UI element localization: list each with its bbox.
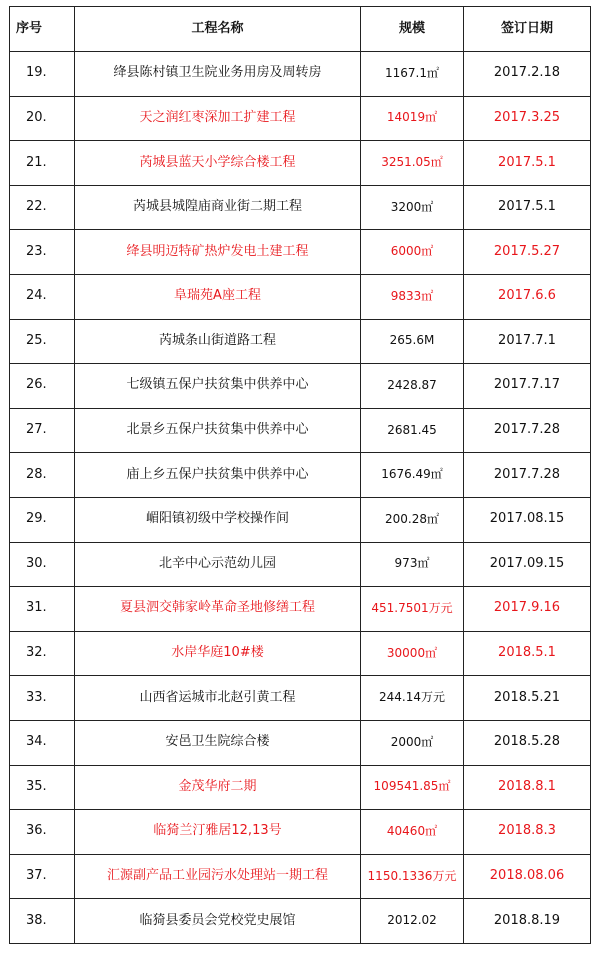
projects-table bbox=[9, 6, 591, 944]
table-row bbox=[10, 230, 591, 275]
row-number: 22. bbox=[10, 185, 75, 230]
row-sign-date: 2017.7.1 bbox=[464, 319, 591, 364]
row-scale: 2000㎡ bbox=[361, 720, 464, 765]
table-row bbox=[10, 899, 591, 944]
row-sign-date: 2017.5.27 bbox=[464, 230, 591, 275]
table-row bbox=[10, 364, 591, 409]
row-project-name: 绛县明迈特矿热炉发电土建工程 bbox=[75, 230, 361, 275]
row-sign-date: 2017.9.16 bbox=[464, 587, 591, 632]
table-body bbox=[10, 52, 591, 944]
row-sign-date: 2018.8.19 bbox=[464, 899, 591, 944]
row-scale: 1676.49㎡ bbox=[361, 453, 464, 498]
row-scale: 9833㎡ bbox=[361, 274, 464, 319]
row-number: 32. bbox=[10, 631, 75, 676]
row-sign-date: 2017.5.1 bbox=[464, 141, 591, 186]
row-project-name: 绛县陈村镇卫生院业务用房及周转房 bbox=[75, 52, 361, 97]
table-row bbox=[10, 274, 591, 319]
row-scale: 2681.45 bbox=[361, 408, 464, 453]
row-scale: 3200㎡ bbox=[361, 185, 464, 230]
table-row bbox=[10, 141, 591, 186]
row-scale: 14019㎡ bbox=[361, 96, 464, 141]
row-project-name: 水岸华庭10#楼 bbox=[75, 631, 361, 676]
row-number: 27. bbox=[10, 408, 75, 453]
row-project-name: 芮城县蓝天小学综合楼工程 bbox=[75, 141, 361, 186]
table-row bbox=[10, 854, 591, 899]
row-sign-date: 2018.5.21 bbox=[464, 676, 591, 721]
row-number: 37. bbox=[10, 854, 75, 899]
row-scale: 6000㎡ bbox=[361, 230, 464, 275]
row-number: 29. bbox=[10, 497, 75, 542]
row-number: 20. bbox=[10, 96, 75, 141]
row-number: 19. bbox=[10, 52, 75, 97]
row-sign-date: 2017.7.28 bbox=[464, 453, 591, 498]
row-number: 25. bbox=[10, 319, 75, 364]
row-number: 21. bbox=[10, 141, 75, 186]
row-scale: 244.14万元 bbox=[361, 676, 464, 721]
table-row bbox=[10, 765, 591, 810]
row-project-name: 夏县泗交韩家岭革命圣地修缮工程 bbox=[75, 587, 361, 632]
row-scale: 2012.02 bbox=[361, 899, 464, 944]
row-project-name: 北辛中心示范幼儿园 bbox=[75, 542, 361, 587]
row-scale: 3251.05㎡ bbox=[361, 141, 464, 186]
table-row bbox=[10, 587, 591, 632]
row-project-name: 金茂华府二期 bbox=[75, 765, 361, 810]
row-project-name: 山西省运城市北赵引黄工程 bbox=[75, 676, 361, 721]
row-sign-date: 2017.7.17 bbox=[464, 364, 591, 409]
row-number: 24. bbox=[10, 274, 75, 319]
row-number: 26. bbox=[10, 364, 75, 409]
table-row bbox=[10, 185, 591, 230]
row-scale: 200.28㎡ bbox=[361, 497, 464, 542]
row-sign-date: 2018.5.28 bbox=[464, 720, 591, 765]
table-row bbox=[10, 720, 591, 765]
header-scale: 规模 bbox=[361, 7, 464, 52]
row-project-name: 芮城县城隍庙商业街二期工程 bbox=[75, 185, 361, 230]
row-number: 31. bbox=[10, 587, 75, 632]
row-project-name: 庙上乡五保户扶贫集中供养中心 bbox=[75, 453, 361, 498]
header-number: 序号 bbox=[10, 7, 75, 52]
row-scale: 451.7501万元 bbox=[361, 587, 464, 632]
row-project-name: 七级镇五保户扶贫集中供养中心 bbox=[75, 364, 361, 409]
row-sign-date: 2017.2.18 bbox=[464, 52, 591, 97]
row-number: 38. bbox=[10, 899, 75, 944]
row-number: 33. bbox=[10, 676, 75, 721]
row-project-name: 临猗县委员会党校党史展馆 bbox=[75, 899, 361, 944]
table-row bbox=[10, 319, 591, 364]
row-project-name: 汇源副产品工业园污水处理站一期工程 bbox=[75, 854, 361, 899]
row-scale: 973㎡ bbox=[361, 542, 464, 587]
row-scale: 40460㎡ bbox=[361, 810, 464, 855]
table-row bbox=[10, 52, 591, 97]
row-sign-date: 2017.08.15 bbox=[464, 497, 591, 542]
row-scale: 1167.1㎡ bbox=[361, 52, 464, 97]
row-sign-date: 2017.7.28 bbox=[464, 408, 591, 453]
row-project-name: 阜瑞苑A座工程 bbox=[75, 274, 361, 319]
table-row bbox=[10, 497, 591, 542]
table-row bbox=[10, 542, 591, 587]
row-sign-date: 2017.5.1 bbox=[464, 185, 591, 230]
table-row bbox=[10, 453, 591, 498]
header-sign-date: 签订日期 bbox=[464, 7, 591, 52]
row-number: 28. bbox=[10, 453, 75, 498]
row-sign-date: 2018.8.1 bbox=[464, 765, 591, 810]
row-scale: 2428.87 bbox=[361, 364, 464, 409]
row-scale: 1150.1336万元 bbox=[361, 854, 464, 899]
row-project-name: 芮城条山街道路工程 bbox=[75, 319, 361, 364]
row-project-name: 北景乡五保户扶贫集中供养中心 bbox=[75, 408, 361, 453]
table-row bbox=[10, 810, 591, 855]
row-sign-date: 2018.08.06 bbox=[464, 854, 591, 899]
row-sign-date: 2017.09.15 bbox=[464, 542, 591, 587]
row-project-name: 临猗兰汀雅居12,13号 bbox=[75, 810, 361, 855]
table-header bbox=[10, 7, 591, 52]
table-row bbox=[10, 631, 591, 676]
row-number: 23. bbox=[10, 230, 75, 275]
row-project-name: 嵋阳镇初级中学校操作间 bbox=[75, 497, 361, 542]
row-scale: 265.6M bbox=[361, 319, 464, 364]
row-sign-date: 2017.6.6 bbox=[464, 274, 591, 319]
row-number: 36. bbox=[10, 810, 75, 855]
table-row bbox=[10, 676, 591, 721]
row-scale: 109541.85㎡ bbox=[361, 765, 464, 810]
header-project-name: 工程名称 bbox=[75, 7, 361, 52]
row-scale: 30000㎡ bbox=[361, 631, 464, 676]
row-sign-date: 2018.5.1 bbox=[464, 631, 591, 676]
row-number: 30. bbox=[10, 542, 75, 587]
row-sign-date: 2018.8.3 bbox=[464, 810, 591, 855]
header-row bbox=[10, 7, 591, 52]
row-project-name: 安邑卫生院综合楼 bbox=[75, 720, 361, 765]
row-number: 34. bbox=[10, 720, 75, 765]
table-row bbox=[10, 408, 591, 453]
row-project-name: 天之润红枣深加工扩建工程 bbox=[75, 96, 361, 141]
row-sign-date: 2017.3.25 bbox=[464, 96, 591, 141]
table-row bbox=[10, 96, 591, 141]
row-number: 35. bbox=[10, 765, 75, 810]
